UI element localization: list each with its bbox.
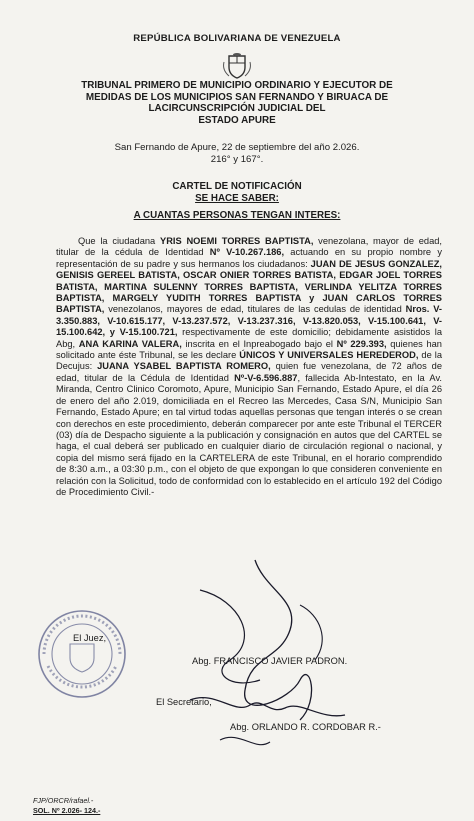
body-text: quienes han solicitado ante éste Tribunal, se les declare: [56, 338, 442, 361]
judge-label: El Juez,: [73, 633, 107, 643]
body-text: Que la ciudadana: [78, 236, 160, 246]
court-line: TRIBUNAL PRIMERO DE MUNICIPIO ORDINARIO Y EJECUTOR DE: [81, 80, 393, 91]
coat-of-arms-icon: [221, 52, 253, 80]
notice-title: CARTEL DE NOTIFICACIÓN: [172, 181, 302, 192]
secretary-name: Abg. ORLANDO R. CORDOBAR R.-: [230, 722, 381, 732]
petitioner-name: YRIS NOEMI TORRES BAPTISTA,: [160, 236, 314, 246]
body-text: venezolanos, mayores de edad, titulares de las cedulas de identidad: [104, 304, 406, 315]
place-date-line: San Fernando de Apure, 22 de septiembre del año 2.026.: [114, 142, 360, 153]
heirs-declaration: ÚNICOS Y UNIVERSALES HEREDEROD,: [239, 350, 419, 361]
body-text: respectivamente de este domicilio; debidamente asistidos la Abg,: [56, 327, 442, 349]
lawyer-name: ANA KARINA VALERA,: [78, 338, 182, 349]
notice-addressee: A CUANTAS PERSONAS TENGAN INTERES:: [133, 210, 341, 221]
court-line: LACIRCUNSCRIPCIÓN JUDICIAL DEL: [148, 103, 326, 115]
petitioner-id: Nº V-10.267.186,: [209, 247, 285, 258]
notice-subtitle: SE HACE SABER:: [195, 192, 279, 204]
court-line: ESTADO APURE: [198, 114, 276, 126]
heirs-names: JUAN DE JESUS GONZALEZ, GENISIS GEREEL BATISTA, OSCAR ONIER TORRES BATISTA, EDGAR JOEL TORRES BATISTA, MARTINA SULENNY TORRES BAPTISTA, VERLINDA YELITZA TORRES BAPTISTA, MARGELY YUDITH TORRES BAPTISTA y JUAN CARLOS TORRES BAPTISTA,: [56, 258, 442, 315]
footer-initials: FJP/ORCR/rafael.-: [33, 796, 94, 805]
court-line: MEDIDAS DE LOS MUNICIPIOS SAN FERNANDO Y BIRUACA DE: [85, 91, 389, 103]
republic-heading: REPÚBLICA BOLIVARIANA DE VENEZUELA: [133, 33, 341, 44]
judge-name: Abg. FRANCISCO JAVIER PADRON.: [192, 656, 348, 666]
body-text: de la Decujus:: [56, 350, 442, 372]
place-and-date: [40, 142, 434, 165]
years-line: 216° y 167°.: [210, 153, 264, 165]
body-text: inscrita en el Inpreabogado bajo el: [181, 338, 337, 349]
court-seal-stamp: [36, 608, 128, 700]
heirs-ids: Nros. V-3.350.883, V-10.615.177, V-13.237.572, V-13.237.316, V-13.820.053, V-15.100.641, V-15.100.642, y V-15.100.721,: [56, 304, 442, 338]
notice-titles: [40, 181, 434, 222]
notice-body: [56, 236, 442, 498]
secretary-label: El Secretario,: [156, 697, 212, 707]
footer-request-number: SOL. Nº 2.026- 124.-: [33, 806, 101, 815]
body-text: actuando en su propio nombre y representación de su padre y sus hermanos los ciudadanos:: [56, 247, 442, 269]
body-text: venezolana, mayor de edad, titular de la cédula de Identidad: [56, 236, 443, 258]
body-text: quien fue venezolana, de 72 años de edad, titular de la Cédula de Identidad: [56, 361, 442, 383]
decedent-name: JUANA YSABEL BAPTISTA ROMERO,: [97, 361, 271, 372]
body-text: , fallecida Ab-Intestato, en la Av. Miranda, Centro Clinico Coromoto, Apure, Municipio San Fernando, Estado Apure, el día 26 de enero del año 2.019, domiciliada en el Recreo las Mercedes, Casa S/N, Municipio San Fernando, Estado Apure; en tal virtud todas aquellas personas que tengan interés o se crean con derechos en este procedimiento, deberán comparecer por ante este Tribunal el TERCER (03) día de Despacho siguiente a la publicación y consignación en autos que del CARTEL se haga, el cual deberá ser publicado en cualquier diario de circulación regional o nacional, y copia del mismo será fijado en la CARTELERA de este Tribunal, en el horario comprendido de 8:30 a.m., a 03:30 p.m., con el objeto de que expongan lo que consideren conveniente en relación con la Solicitud, todo de conformidad con lo establecido en el artículo 192 del Código de Procedimiento Civil.-: [56, 372, 442, 497]
court-name: [40, 80, 434, 126]
lawyer-number: Nº 229.393,: [336, 338, 387, 349]
decedent-id: Nº-V-6.596.887: [234, 372, 298, 383]
